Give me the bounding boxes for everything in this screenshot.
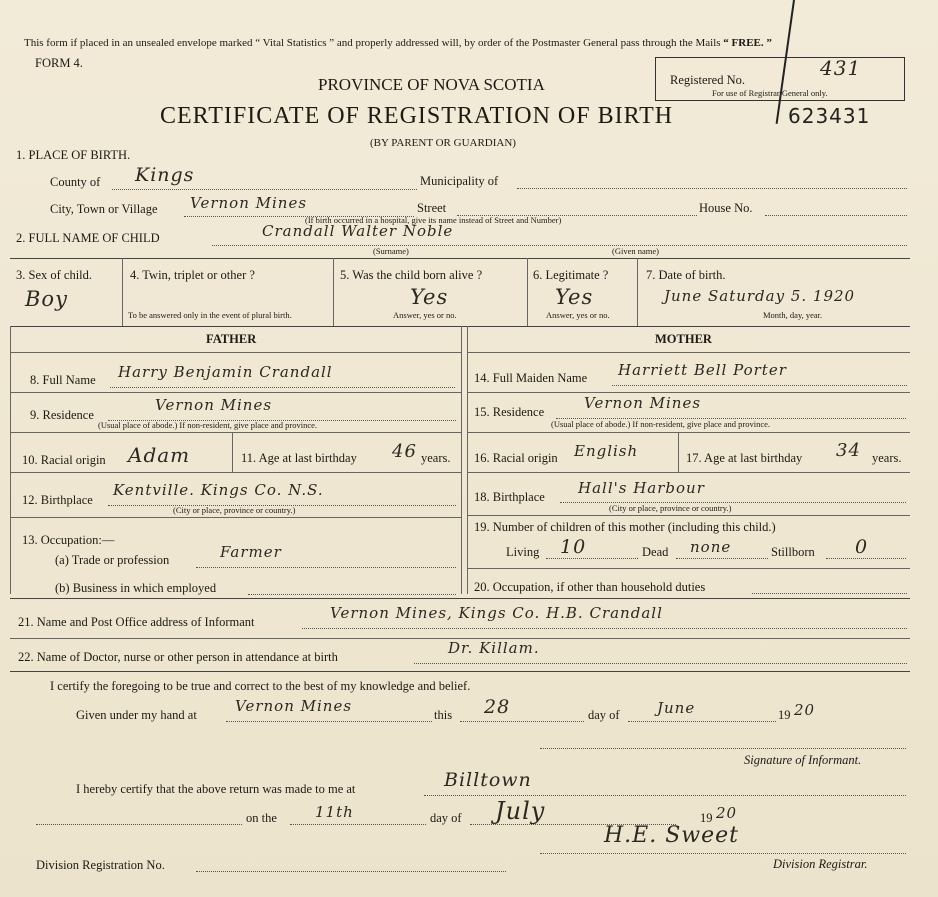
given-day-value: 28 [484, 696, 511, 718]
mother-birthplace-value: Hall's Harbour [578, 479, 705, 497]
legitimate-note: Answer, yes or no. [546, 310, 610, 320]
father-age-value: 46 [392, 441, 417, 462]
father-occupation-label: 13. Occupation:— [22, 533, 115, 547]
father-residence-note: (Usual place of abode.) If non-resident, give place and province. [98, 420, 318, 430]
mother-birthplace-label: 18. Birthplace [474, 490, 545, 504]
mother-children-label: 19. Number of children of this mother (including this child.) [474, 520, 776, 534]
registered-note: For use of Registrar General only. [712, 88, 828, 98]
mother-birthplace-note: (City or place, province or country.) [609, 503, 732, 513]
father-birthplace-label: 12. Birthplace [22, 493, 93, 507]
given-month-value: June [657, 699, 696, 717]
city-value: Vernon Mines [190, 194, 308, 212]
this-label: this [434, 708, 453, 722]
father-birthplace-value: Kentville. Kings Co. N.S. [113, 481, 324, 499]
father-age-label: 11. Age at last birthday [241, 451, 357, 465]
father-residence-value: Vernon Mines [155, 396, 273, 414]
father-name-label: 8. Full Name [30, 373, 96, 387]
given-year-prefix: 19 [778, 708, 791, 722]
hereby-certify-text: I hereby certify that the above return was made to me at [76, 782, 356, 796]
registration-day-of-label: day of [430, 811, 462, 825]
living-label: Living [506, 545, 540, 559]
registrar-signature: H.E. Sweet [604, 823, 740, 848]
house-label: House No. [699, 201, 753, 215]
legitimate-label: 6. Legitimate ? [533, 268, 609, 282]
father-business-label: (b) Business in which employed [55, 581, 217, 595]
given-name-note: (Given name) [612, 246, 659, 256]
certify-statement: I certify the foregoing to be true and correct to the best of my knowledge and belief. [50, 679, 471, 693]
postal-notice: This form if placed in an unsealed envelope marked “ Vital Statistics ” and properly addressed will, by order of the Postmaster General pass through the Mails “ FREE. ” [24, 37, 772, 49]
dob-value: June Saturday 5. 1920 [664, 287, 856, 305]
dob-label: 7. Date of birth. [646, 268, 726, 282]
certificate-title: CERTIFICATE OF REGISTRATION OF BIRTH [160, 103, 674, 129]
municipality-label: Municipality of [420, 174, 499, 188]
mother-heading: MOTHER [655, 332, 712, 346]
mother-occupation-label: 20. Occupation, if other than household duties [474, 580, 706, 594]
legitimate-value: Yes [555, 285, 594, 309]
certificate-subtitle: (BY PARENT OR GUARDIAN) [370, 137, 516, 149]
father-birthplace-note: (City or place, province or country.) [173, 505, 296, 515]
registered-label: Registered No. [670, 73, 745, 87]
born-alive-value: Yes [410, 285, 449, 309]
mother-name-label: 14. Full Maiden Name [474, 371, 588, 385]
registered-value: 431 [820, 56, 862, 80]
surname-note: (Surname) [373, 246, 409, 256]
sex-value: Boy [25, 287, 68, 311]
division-registrar-label: Division Registrar. [773, 857, 868, 871]
doctor-value: Dr. Killam. [448, 639, 540, 657]
father-heading: FATHER [206, 332, 257, 346]
dob-note: Month, day, year. [763, 310, 823, 320]
division-registration-label: Division Registration No. [36, 858, 165, 872]
county-value: Kings [135, 164, 195, 186]
born-alive-note: Answer, yes or no. [393, 310, 457, 320]
sex-label: 3. Sex of child. [16, 268, 93, 282]
mother-residence-value: Vernon Mines [584, 394, 702, 412]
place-of-birth-heading: 1. PLACE OF BIRTH. [16, 148, 131, 162]
father-years: years. [421, 451, 451, 465]
county-label: County of [50, 175, 101, 189]
given-day-of-label: day of [588, 708, 620, 722]
dead-value: none [690, 538, 732, 556]
registration-year-prefix: 19 [700, 811, 713, 825]
mother-residence-label: 15. Residence [474, 405, 545, 419]
father-name-value: Harry Benjamin Crandall [118, 363, 333, 381]
living-value: 10 [560, 536, 587, 558]
street-label: Street [417, 201, 447, 215]
mother-years: years. [872, 451, 902, 465]
province-heading: PROVINCE OF NOVA SCOTIA [318, 75, 545, 94]
mother-racial-value: English [574, 442, 639, 460]
father-trade-value: Farmer [220, 543, 282, 561]
twin-note: To be answered only in the event of plural birth. [128, 310, 292, 320]
mother-name-value: Harriett Bell Porter [618, 361, 787, 379]
mother-residence-note: (Usual place of abode.) If non-resident, give place and province. [551, 419, 771, 429]
doctor-label: 22. Name of Doctor, nurse or other person in attendance at birth [18, 650, 338, 664]
father-trade-label: (a) Trade or profession [55, 553, 170, 567]
registration-year-value: 20 [716, 804, 738, 822]
mother-age-value: 34 [836, 440, 861, 461]
twin-label: 4. Twin, triplet or other ? [130, 268, 255, 282]
registration-place-value: Billtown [444, 769, 532, 791]
child-name-label: 2. FULL NAME OF CHILD [16, 231, 160, 245]
stamped-number: 623431 [788, 104, 871, 128]
informant-value: Vernon Mines, Kings Co. H.B. Crandall [330, 604, 663, 622]
informant-signature-label: Signature of Informant. [744, 753, 862, 767]
father-racial-value: Adam [128, 443, 191, 467]
father-residence-label: 9. Residence [30, 408, 94, 422]
mother-racial-label: 16. Racial origin [474, 451, 558, 465]
father-racial-label: 10. Racial origin [22, 453, 106, 467]
born-alive-label: 5. Was the child born alive ? [340, 268, 483, 282]
given-year-value: 20 [794, 701, 816, 719]
city-label: City, Town or Village [50, 202, 158, 216]
on-the-label: on the [246, 811, 277, 825]
given-under-label: Given under my hand at [76, 708, 197, 722]
informant-label: 21. Name and Post Office address of Informant [18, 615, 255, 629]
registration-day-value: 11th [315, 803, 354, 821]
child-name-value: Crandall Walter Noble [262, 222, 454, 240]
stillborn-value: 0 [855, 536, 869, 558]
stillborn-label: Stillborn [771, 545, 815, 559]
mother-age-label: 17. Age at last birthday [686, 451, 803, 465]
hospital-note: (If birth occurred in a hospital, give its name instead of Street and Number) [305, 215, 562, 225]
form-number: FORM 4. [35, 56, 83, 70]
registration-month-value: July [495, 797, 546, 825]
dead-label: Dead [642, 545, 669, 559]
given-place-value: Vernon Mines [235, 697, 353, 715]
